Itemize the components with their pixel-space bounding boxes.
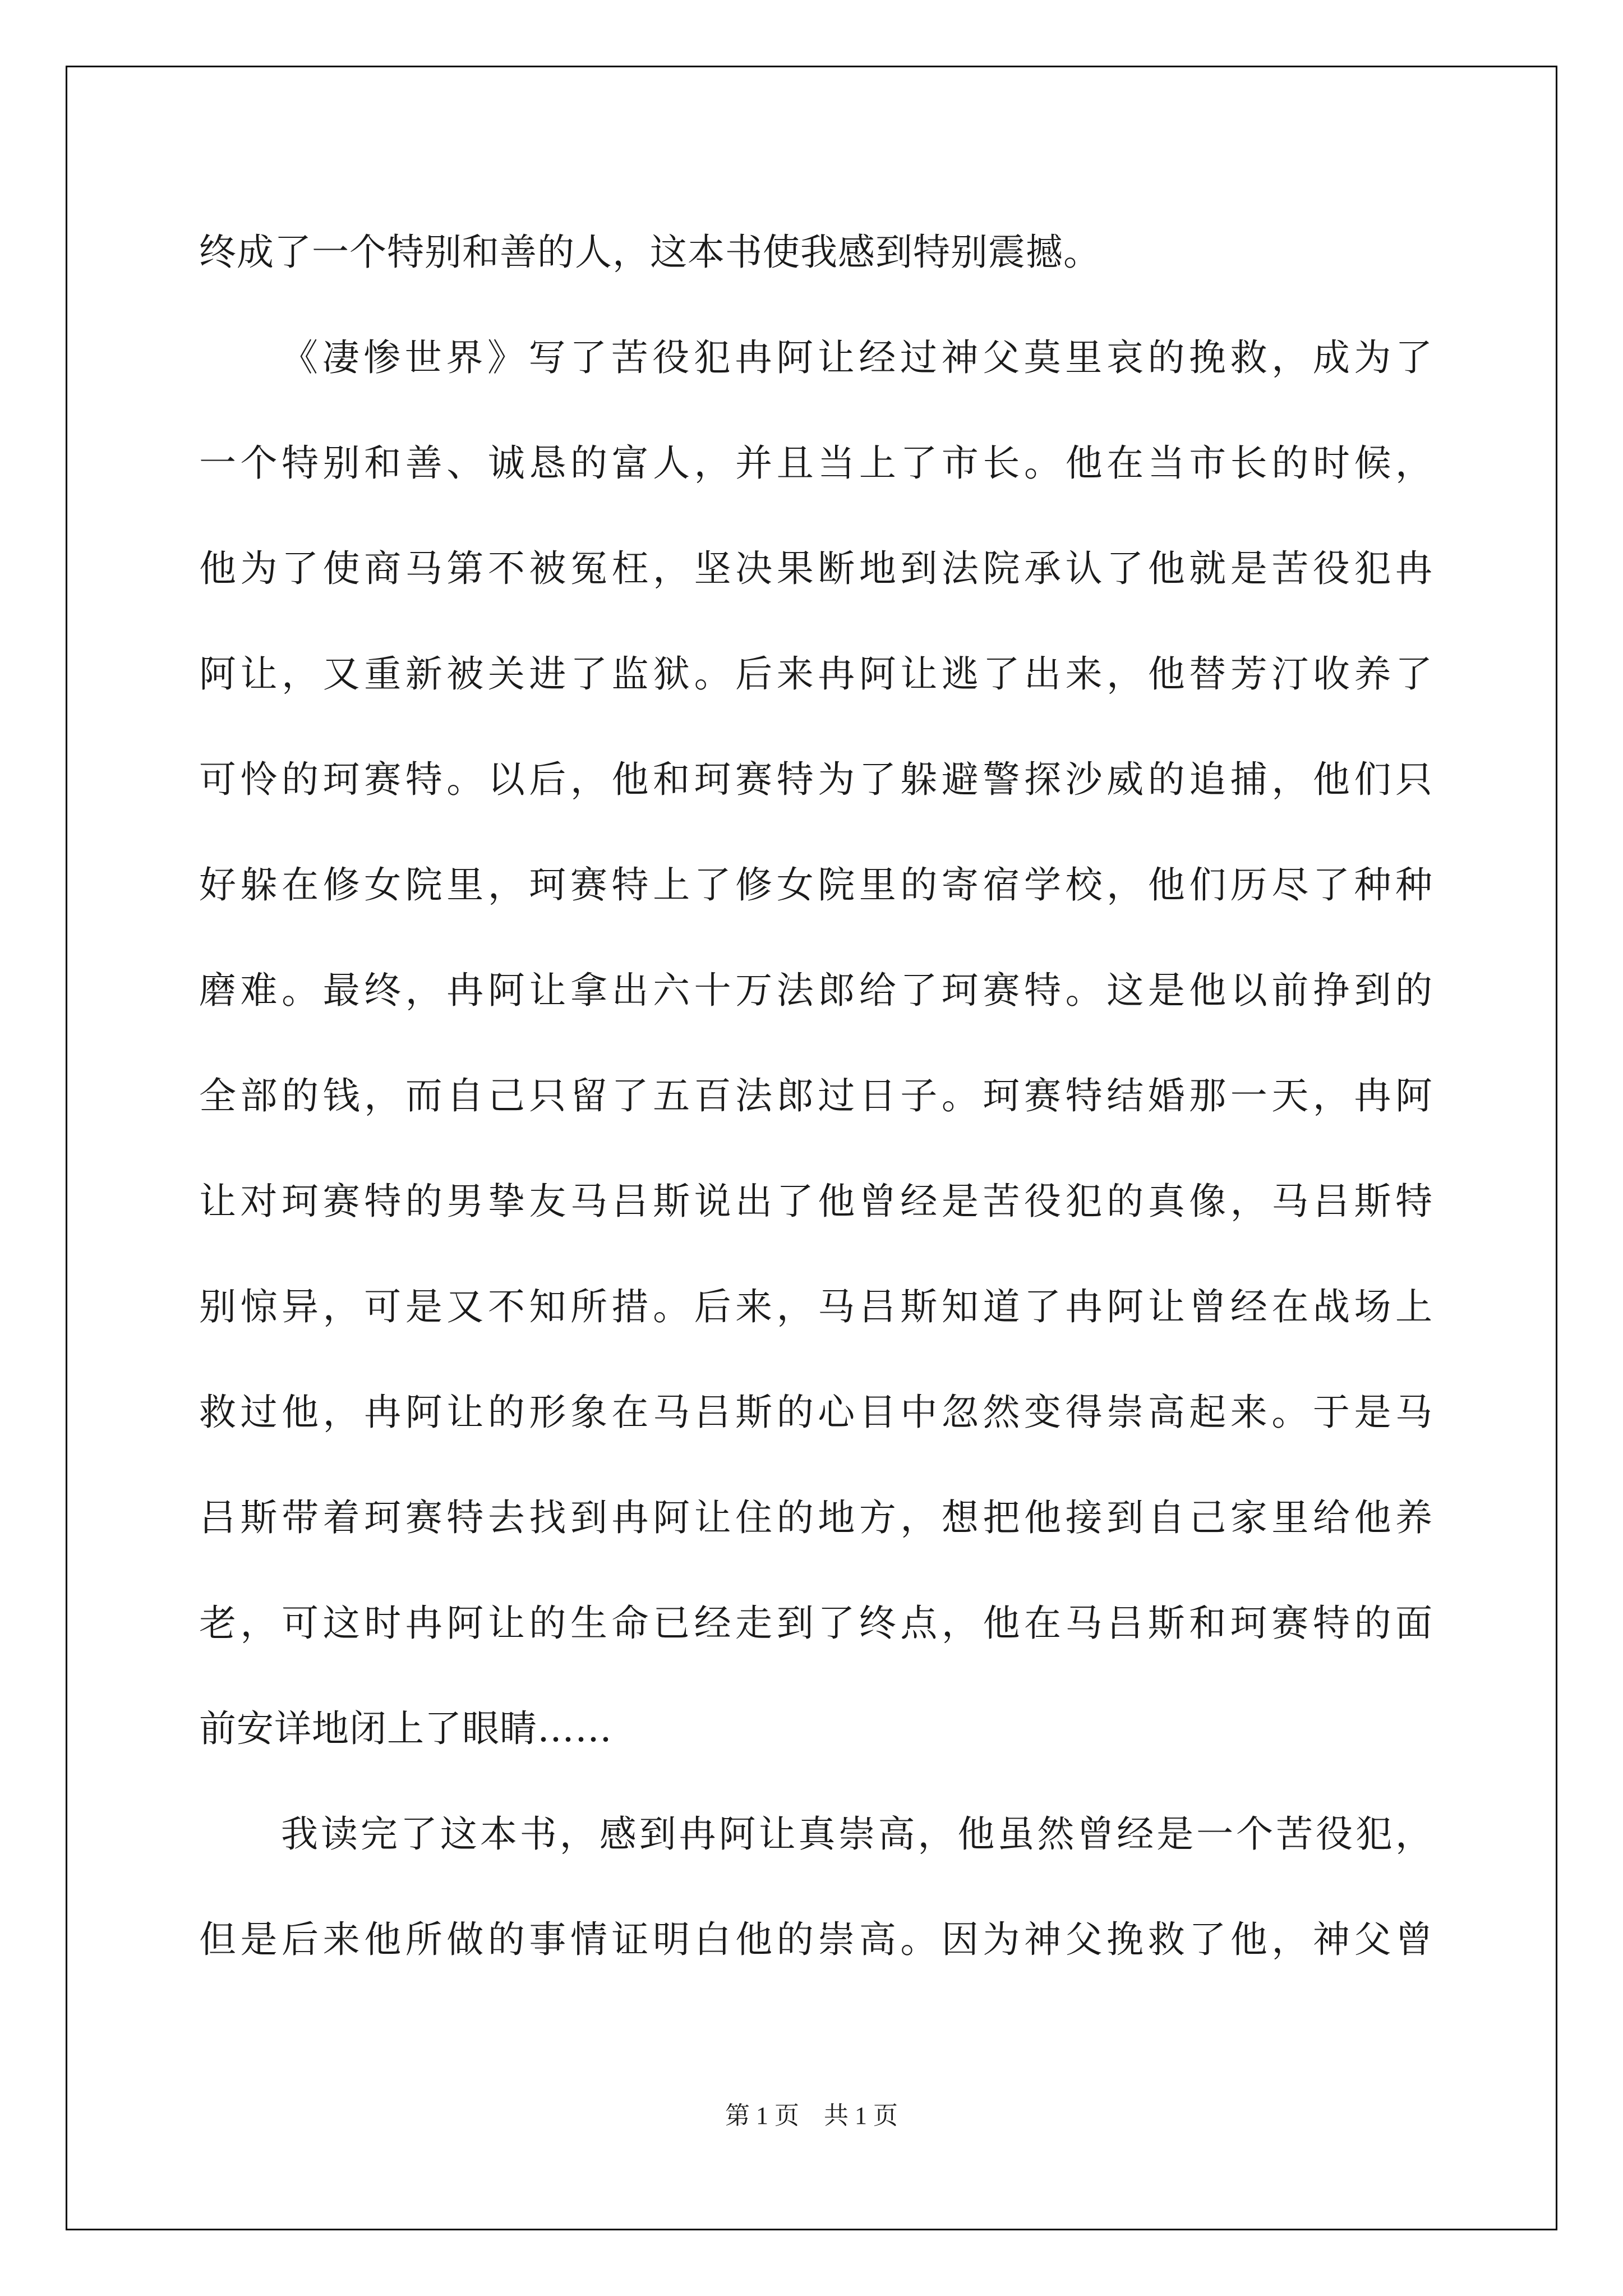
document-body bbox=[199, 200, 1433, 1993]
text-line: 但是后来他所做的事情证明白他的崇高。因为神父挽救了他，神父曾 bbox=[199, 1918, 1433, 1961]
text-line: 阿让，又重新被关进了监狱。后来冉阿让逃了出来，他替芳汀收养了 bbox=[199, 652, 1433, 696]
text-line: 全部的钱，而自己只留了五百法郎过日子。珂赛特结婚那一天，冉阿 bbox=[199, 1074, 1433, 1117]
text-line: 别惊异，可是又不知所措。后来，马吕斯知道了冉阿让曾经在战场上 bbox=[199, 1285, 1433, 1328]
page-number-footer: 第 1 页 共 1 页 bbox=[725, 2102, 898, 2129]
text-line: 一个特别和善、诚恳的富人，并且当上了市长。他在当市长的时候， bbox=[199, 441, 1433, 485]
text-line: 让对珂赛特的男挚友马吕斯说出了他曾经是苦役犯的真像，马吕斯特 bbox=[199, 1180, 1433, 1223]
text-line: 磨难。最终，冉阿让拿出六十万法郎给了珂赛特。这是他以前挣到的 bbox=[199, 969, 1433, 1012]
text-line: 好躲在修女院里，珂赛特上了修女院里的寄宿学校，他们历尽了种种 bbox=[199, 863, 1433, 907]
text-line: 他为了使商马第不被冤枉，坚决果断地到法院承认了他就是苦役犯冉 bbox=[199, 547, 1433, 590]
text-line: 《凄惨世界》写了苦役犯冉阿让经过神父莫里哀的挽救，成为了 bbox=[281, 336, 1433, 379]
text-line: 终成了一个特别和善的人，这本书使我感到特别震撼。 bbox=[199, 231, 1101, 274]
text-line: 老，可这时冉阿让的生命已经走到了终点，他在马吕斯和珂赛特的面 bbox=[199, 1602, 1433, 1645]
text-line: 前安详地闭上了眼睛…… bbox=[199, 1707, 612, 1750]
text-line: 我读完了这本书，感到冉阿让真崇高，他虽然曾经是一个苦役犯， bbox=[281, 1812, 1433, 1856]
text-line: 救过他，冉阿让的形象在马吕斯的心目中忽然变得崇高起来。于是马 bbox=[199, 1391, 1433, 1434]
text-line: 吕斯带着珂赛特去找到冉阿让住的地方，想把他接到自己家里给他养 bbox=[199, 1496, 1433, 1539]
text-line: 可怜的珂赛特。以后，他和珂赛特为了躲避警探沙威的追捕，他们只 bbox=[199, 758, 1433, 801]
